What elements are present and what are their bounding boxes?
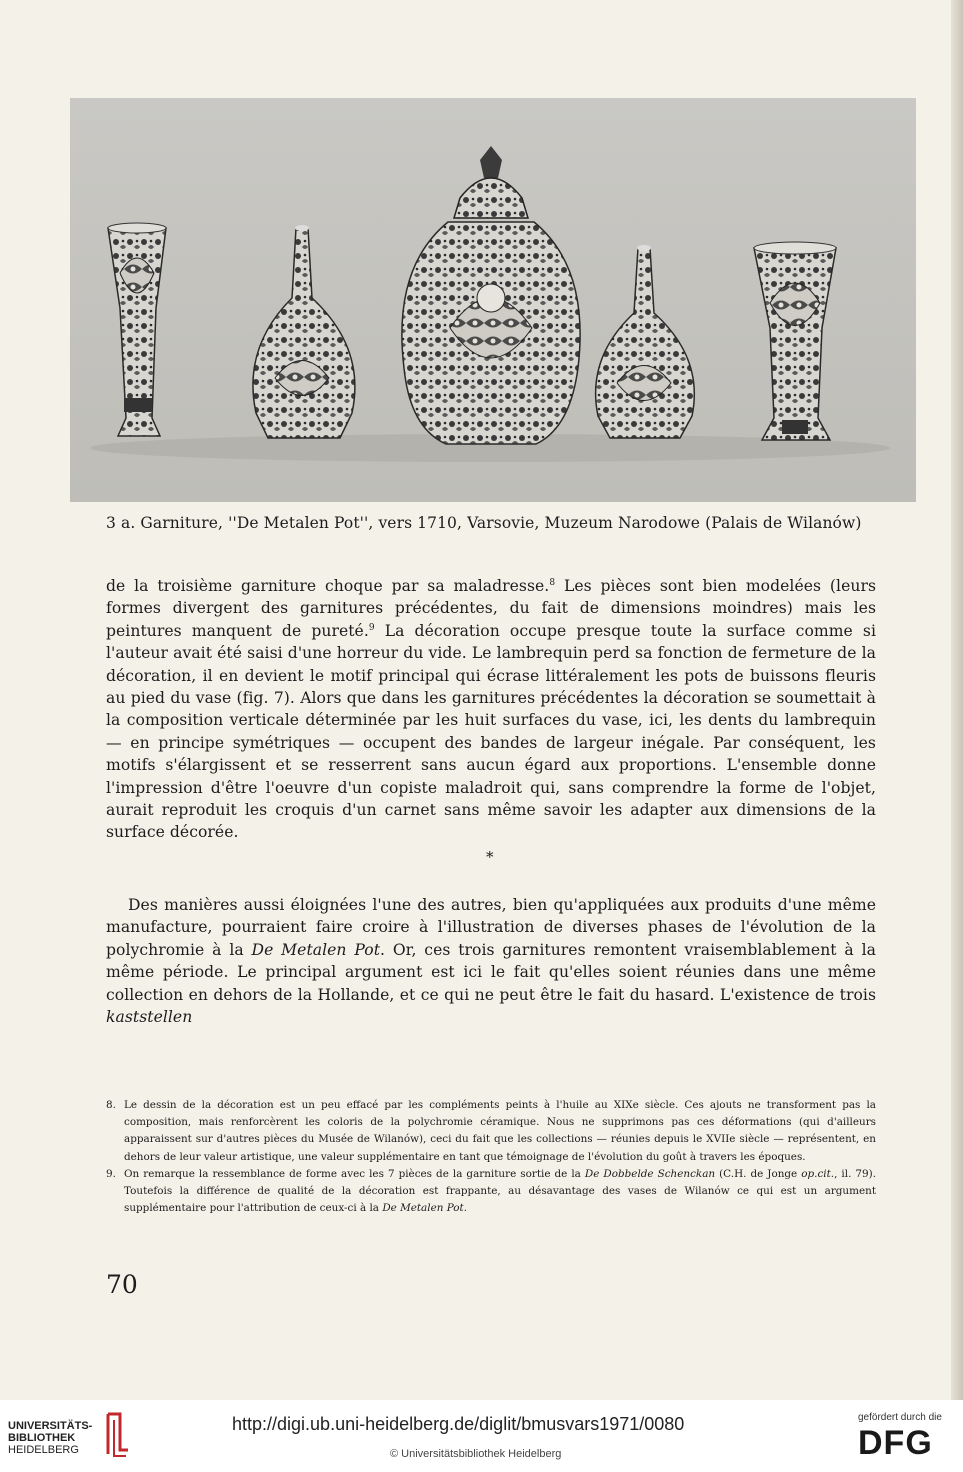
copyright-notice: © Universitätsbibliothek Heidelberg — [390, 1448, 562, 1460]
footnote-8 — [106, 1097, 876, 1166]
library-logo-text[interactable] — [8, 1420, 92, 1456]
page-number: 70 — [106, 1270, 138, 1299]
fn9-text-b: (C.H. de Jonge — [715, 1167, 802, 1180]
footnote-text: Le dessin de la décoration est un peu effacé par les compléments peints à l'huile au XIXe siècle. Ces ajouts ne transforment pas la composition, mais renforcèrent les coloris de la polychromie céramique. Nous ne supprimons pas ces déformations (qui d'ailleurs apparaissent sur d'autres pièces du Musée de Wilanów), ceci du fait que les collections — réunies depuis le XVIIe siècle — représentent, en dehors de leur valeur artistique, une valeur supplémentaire en tant que témoignage de l'évolution du goût à travers les époques. — [124, 1099, 876, 1163]
footnote-number: 9. — [106, 1167, 116, 1180]
para2-text-a: Des manières aussi éloignées l'une des autres, bien qu'appliquées aux produits d'une même manufacture, pourraient faire croire à l'illustration de diverses phases de l'évolution de la polychromie à la — [106, 896, 876, 959]
para2-italic-a: De Metalen Pot — [251, 940, 381, 959]
para2-text-b: . Or, ces trois garnitures remontent vraisemblablement à la même période. Le principal argument est ici le fait qu'elles soient réunies dans une même collection en dehors de la Hollande, et ce qui ne peut être le fait du hasard. L'existence de trois — [106, 940, 876, 1004]
library-line-2: BIBLIOTHEK — [8, 1432, 76, 1444]
footnote-ref-9[interactable]: 9 — [368, 622, 375, 633]
library-line-3: HEIDELBERG — [8, 1444, 79, 1456]
fn9-text-a: On remarque la ressemblance de forme avec les 7 pièces de la garniture sortie de la — [124, 1167, 585, 1180]
dfg-logo[interactable]: DFG — [858, 1424, 933, 1462]
viewer-footer — [0, 1400, 963, 1472]
library-logo-icon — [100, 1410, 132, 1458]
para2-italic-b: kaststellen — [106, 1008, 193, 1027]
footnotes — [106, 1097, 876, 1217]
funded-by-label: gefördert durch die — [858, 1412, 942, 1423]
figure-caption: 3 a. Garniture, ''De Metalen Pot'', vers 1710, Varsovie, Muzeum Narodowe (Palais de Wilanów) — [106, 514, 862, 532]
para1-text-c: La décoration occupe presque toute la surface comme si l'auteur avait été saisi d'une horreur du vide. Le lambrequin perd sa fonction de fermeture de la décoration, il en devient le motif principal qui écrase littéralement les pots de buissons fleuris au pied du vase (fig. 7). Alors que dans les garnitures précédentes la décoration se soumettait à la composition verticale déterminée par les huit surfaces du vase, ici, les dents du lambrequin — en principe symétriques — occupent des bandes de largeur inégale. Par conséquent, les motifs s'élargissent et se resserrent sans aucun égard aux proportions. L'ensemble donne l'impression d'être l'oeuvre d'un copiste maladroit qui, sans comprendre la forme de l'objet, aurait reproduit les croquis d'un carnet sans même savoir les adapter aux dimensions de la surface décorée. — [106, 621, 876, 842]
footnote-ref-8[interactable]: 8 — [549, 577, 556, 588]
fn9-italic-b: op.cit. — [801, 1167, 835, 1180]
page-edge — [951, 0, 963, 1400]
fn9-italic-c: De Metalen Pot — [382, 1202, 464, 1215]
body-paragraph-2 — [106, 894, 876, 1028]
permalink-url[interactable]: http://digi.ub.uni-heidelberg.de/diglit/bmusvars1971/0080 — [232, 1414, 685, 1434]
fn9-italic-a: De Dobbelde Schenckan — [584, 1167, 716, 1180]
para1-text-a: de la troisième garniture choque par sa maladresse. — [106, 577, 550, 595]
fn9-text-d: . — [463, 1202, 468, 1215]
footnote-text — [124, 1166, 876, 1218]
section-separator: * — [486, 848, 494, 866]
fn9-text-c: , il. 79). Toutefois la différence de qualité de la décoration est frappante, au désavantage des vases de Wilanów ce qui est un argument supplémentaire pour l'attribution de ceux-ci à la — [124, 1167, 876, 1215]
photo-plate-garniture — [70, 98, 916, 502]
body-paragraph-1 — [106, 575, 876, 844]
garniture-vases-illustration — [70, 98, 916, 502]
footnote-9 — [106, 1166, 876, 1218]
footnote-number: 8. — [106, 1099, 116, 1111]
para1-text-b: Les pièces sont bien modelées (leurs formes divergent des garnitures précédentes, du fait de dimensions moindres) mais les peintures manquent de pureté. — [106, 577, 877, 640]
library-line-1: UNIVERSITÄTS- — [8, 1420, 93, 1432]
